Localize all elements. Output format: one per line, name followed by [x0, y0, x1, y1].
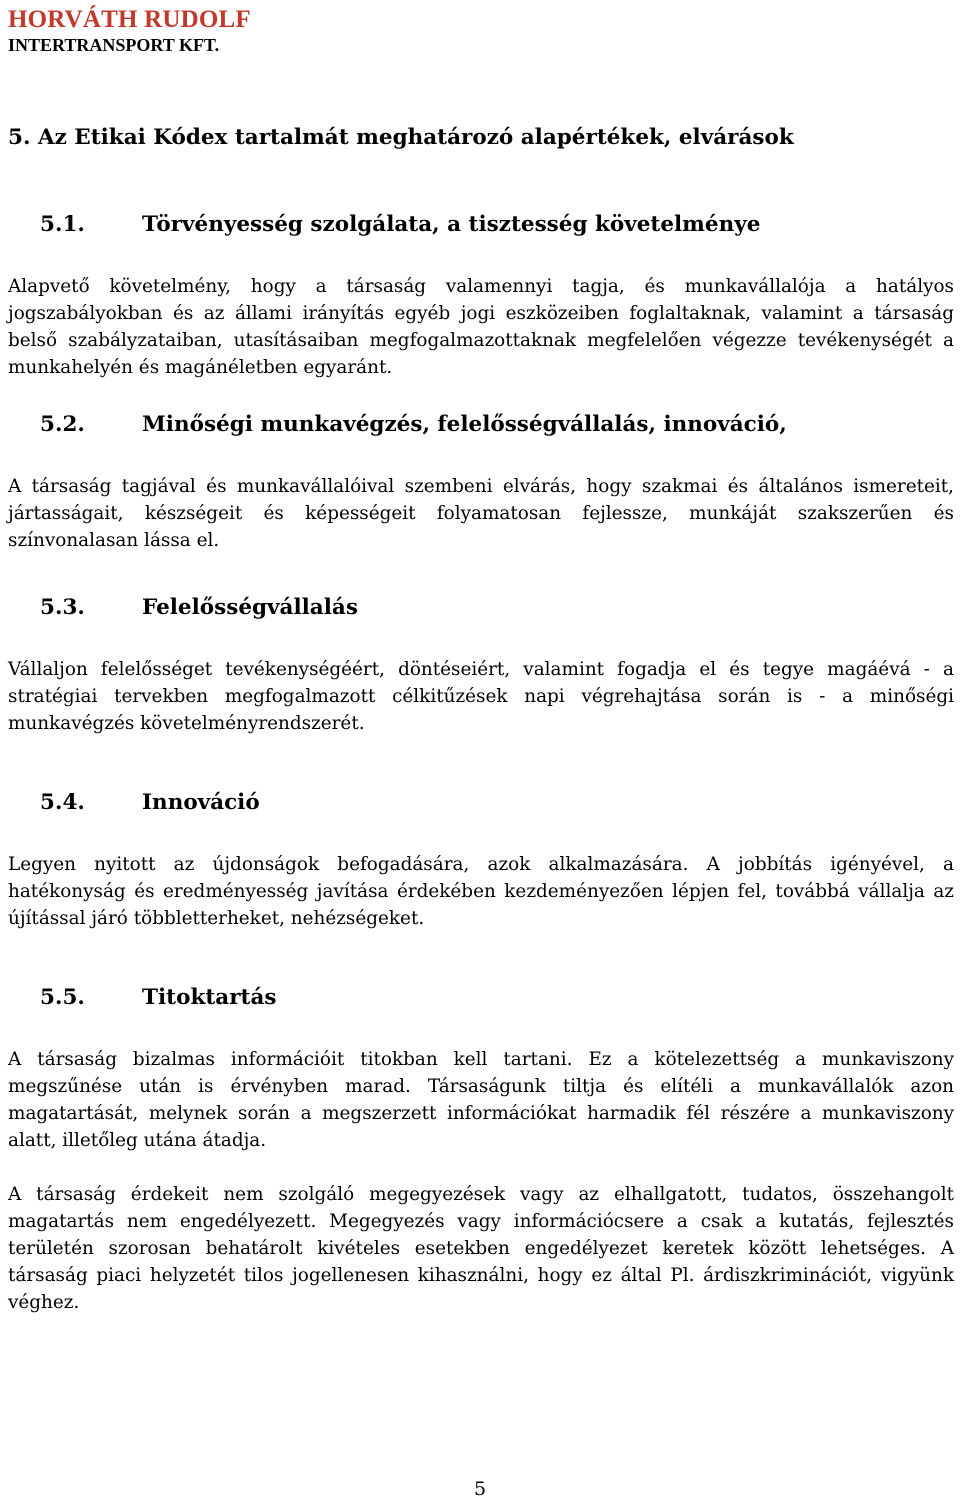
- section-title: Felelősségvállalás: [142, 595, 358, 620]
- paragraph: A társaság bizalmas információit titokban kell tartani. Ez a kötelezettség a munkaviszony megszűnése után is érvényben marad. Társaságunk tiltja és elítéli a munkavállalók azon magatartását, melynek során a megszerzett információkat harmadik fél részére a munkaviszony alatt, illetőleg utána átadja.: [8, 1049, 954, 1151]
- section-heading-5-4: [40, 789, 260, 817]
- chapter-title: 5. Az Etikai Kódex tartalmát meghatározó alapértékek, elvárások: [8, 125, 794, 150]
- section-heading-5-1: [40, 211, 760, 239]
- paragraph: A társaság tagjával és munkavállalóival szembeni elvárás, hogy szakmai és általános ismereteit, jártasságait, készségeit és képességeit folyamatosan fejlessze, munkáját szakszerűen és színvonalasan lássa el.: [8, 476, 954, 551]
- section-title: Minőségi munkavégzés, felelősségvállalás, innováció,: [142, 412, 787, 437]
- paragraph: Legyen nyitott az újdonságok befogadására, azok alkalmazására. A jobbítás igényével, a hatékonyság és eredményesség javítása érdekében kezdeményezően lépjen fel, továbbá vállalja az újítással járó többletterheket, nehézségeket.: [8, 854, 954, 929]
- section-number: 5.5.: [40, 985, 85, 1010]
- letterhead: [8, 6, 251, 56]
- section-number: 5.1.: [40, 212, 85, 237]
- page-number: 5: [473, 1478, 487, 1500]
- section-heading-5-3: [40, 594, 358, 622]
- paragraph: Alapvető követelmény, hogy a társaság valamennyi tagja, és munkavállalója a hatályos jogszabályokban és az állami irányítás egyéb jogi eszközeiben foglaltaknak, valamint a társaság belső szabályzataiban, utasításaiban megfogalmazottaknak megfelelően végezze tevékenységét a munkahelyén és magánéletben egyaránt.: [8, 276, 954, 378]
- paragraph: A társaság érdekeit nem szolgáló megegyezések vagy az elhallgatott, tudatos, összehangolt magatartás nem engedélyezett. Megegyezés vagy információcsere a csak a kutatás, fejlesztés területén szorosan behatárolt kivételes esetekben engedélyezet keretek között lehetséges. A társaság piaci helyzetét tilos jogellenesen kihasználni, hogy ez által Pl. árdiszkriminációt, vigyünk véghez.: [8, 1184, 954, 1313]
- section-heading-5-5: [40, 984, 277, 1012]
- section-heading-5-2: [40, 411, 787, 439]
- section-title: Innováció: [142, 790, 260, 815]
- company-name: HORVÁTH RUDOLF: [8, 6, 251, 33]
- section-title: Törvényesség szolgálata, a tisztesség követelménye: [142, 212, 761, 237]
- company-subtitle: INTERTRANSPORT KFT.: [8, 35, 220, 55]
- section-number: 5.4.: [40, 790, 85, 815]
- paragraph: Vállaljon felelősséget tevékenységéért, döntéseiért, valamint fogadja el és tegye magáévá - a stratégiai tervekben megfogalmazott célkitűzések napi végrehajtása során is - a minőségi munkavégzés követelményrendszerét.: [8, 659, 954, 734]
- section-number: 5.2.: [40, 412, 85, 437]
- section-number: 5.3.: [40, 595, 85, 620]
- section-title: Titoktartás: [142, 985, 277, 1010]
